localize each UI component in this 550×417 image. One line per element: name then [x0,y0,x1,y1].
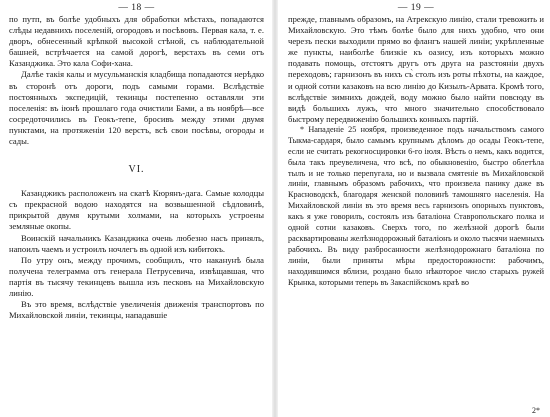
page-header-left: — 18 — [118,3,155,13]
paragraph: Далѣе такія калы и мусульманскія кладбища попадаются нерѣдко въ сторонѣ отъ дороги, подъ самыми горами. Вслѣдствіе постоянныхъ экспедицій, текинцы постепенно оставляли эти поселенія: въ іюнѣ прошлаго года очистили Бами, а въ ноябрѣ—все сосредоточились въ Геокъ-тепе, бросивъ между этими двумя пунктами, на протяженіи 120 верстъ, всѣ свои посѣвы, огороды и сады. [9,69,264,147]
paragraph: по путп, въ болѣе удобныхъ для обработки мѣстахъ, попадаются слѣды недавнихъ поселеній, огородовъ и посѣвовъ. Первая кала, т. е. дворъ, обнесенный крѣпкой высокой стѣной, съ наблюдательной башней, встрѣчается на самой дорогѣ, верстахъ въ семи отъ Казанджика. Это кала Софи-хана. [9,14,264,69]
right-body [288,14,544,125]
footnote-text: * Нападеніе 25 ноября, произведенное подъ начальствомъ самого Тыкма-сардаря, было самымъ крупнымъ дѣломъ до осады Геокъ-тепе, если не считать рекогносцировки 6-го іюля. Вѣсть о немъ, какъ водится, была такъ преувеличена, что всѣ, по обыкновенію, быстро облетѣла тылъ и не только перепугала, но и вызвала смятеніе въ Михайловской линіи, главнымъ образомъ рабочихъ, что произвела панику даже въ Красноводскѣ, благодаря женской половинѣ тамошняго населенія. На Михайловской линіи въ это время весь гарнизонъ опорныхъ пунктовъ, какъ я уже говорилъ, состоялъ изъ баталіона Ставропольскаго полка и одной сотни казаковъ. Сверхъ того, по желѣзной дорогѣ были расквартированы желѣзнодорожный баталіонъ и около тысячи наемныхъ рабочихъ. Въ виду разбросанности желѣзнодорожнаго баталіона по линіи, были приняты мѣры предосторожности: рабочимъ, находившимся вблизи, роздано было нѣкоторое число старыхъ ружей Крынка, которыми теперь въ Закаспійскомъ краѣ во [288,124,544,287]
paragraph: По утру онъ, между прочимъ, сообщилъ, что наканунѣ была получена телеграмма отъ генерала Петрусевича, извѣщавшая, что партія въ тысячу текинцевъ вышла изъ песковъ на Михайловскую линію. [9,254,264,298]
book-gutter [272,0,278,417]
paragraph: Въ это время, вслѣдствіе увеличенія движенія транспортовъ по Михайловской линіи, текинцы, нападавшіе [9,299,264,321]
page-header-right: — 19 — [397,3,435,13]
signature-mark: 2* [532,406,540,415]
left-body-section [9,188,264,321]
left-body [9,14,264,147]
paragraph: Воинскій начальникъ Казанджика очень любезно насъ принялъ, напоилъ чаемъ и устроилъ ночлегъ въ одной изъ кибитокъ. [9,232,264,254]
footnote [288,125,544,289]
paragraph: прежде, главнымъ образомъ, на Атрекскую линію, стали тревожить и Михайловскую. Это тѣмъ болѣе было для нихъ удобно, что они черезъ пески выходили прямо во флангъ нашей линіи; укрѣпленные же пункты, наиболѣе близкіе къ оазису, изъ которыхъ можно подавать помощь, отстоятъ другъ отъ друга на разстояніи двухъ переходовъ; гарнизонъ въ нихъ съ̀ столъ изъ роты пѣхоты, на каждое, и одной сотни казаковъ на всю линію до Кизылъ-Арвата. Кромѣ того, вслѣдствіе зимнихъ дождей, воду можно было найти повсюду въ видѣ большихъ лужъ, что много значительно способствовало быстрому передвиженію большихъ конныхъ партій. [288,14,544,124]
left-page [0,0,270,417]
section-title: VI. [128,164,145,176]
paragraph: Казанджикъ расположенъ на скатѣ Кюрянъ-дага. Самые колодцы съ прекрасной водою находятся на возвышенной сѣдловинѣ, прикрытой двумя крутыми холмами, на которыхъ устроены земляные окопы. [9,188,264,232]
right-page [280,0,550,417]
